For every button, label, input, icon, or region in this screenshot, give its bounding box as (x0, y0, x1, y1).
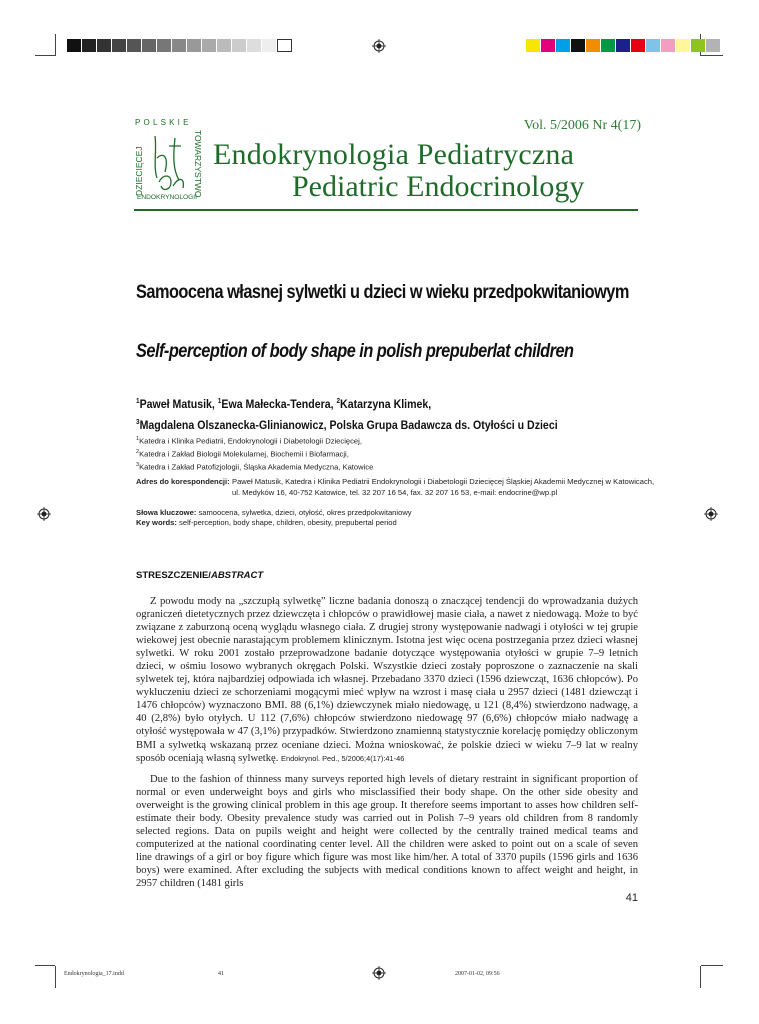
logo-monogram-icon (155, 136, 181, 180)
abstract-heading: STRESZCZENIE/ABSTRACT (136, 570, 264, 581)
authors-line-2: $^3$Magdalena Olszanecka-Glinianowicz, Polska Grupa Badawcza ds. Otyłości u Dzieci (136, 418, 558, 432)
journal-logo (133, 116, 203, 204)
color-swatch (127, 39, 142, 52)
affiliation-line: $^1$Katedra i Klinika Pediatrii, Endokrynologii i Diabetologii Dziecięcej, (136, 436, 362, 446)
color-swatch (157, 39, 172, 52)
keywords-en: Key words: self-perception, body shape, children, obesity, prepubertal period (136, 518, 397, 527)
color-swatch (67, 39, 82, 52)
color-swatch (661, 39, 676, 52)
journal-volume: Vol. 5/2006 Nr 4(17) (523, 118, 641, 133)
logo-text-top: POLSKIE (135, 118, 192, 127)
registration-mark-icon (372, 39, 386, 53)
footer-filename: Endokrynologia_17.indd (64, 971, 124, 977)
crop-mark-top-left-v (55, 34, 56, 56)
color-swatch (706, 39, 721, 52)
affiliation-line: $^2$Katedra i Zakład Biologii Molekularnej, Biochemii i Biofarmacji, (136, 449, 349, 459)
color-swatch (646, 39, 661, 52)
registration-mark-icon (372, 966, 386, 980)
color-swatch (676, 39, 691, 52)
journal-name-en: Pediatric Endocrinology (292, 170, 585, 203)
author-name: Magdalena Olszanecka-Glinianowicz, Polska Grupa Badawcza ds. Otyłości u Dzieci (139, 419, 558, 432)
color-swatch (112, 39, 127, 52)
author-name: Katarzyna Klimek, (340, 398, 432, 411)
crop-mark-bottom-left-v (55, 966, 56, 988)
keywords-pl: Słowa kluczowe: samoocena, sylwetka, dzieci, otyłość, okres przedpokwitaniowy (136, 508, 412, 517)
color-swatch (631, 39, 646, 52)
abstract-pl: Z powodu mody na „szczupłą sylwetkę” liczne badania donoszą o znaczącej tendencji do wprowadzania dużych ograniczeń dietetycznych przez dziewczęta i chłopców o prawidłowej masie ciała, a nawet z niedowagą. Może to być związane z zaburzoną oceną wyglądu własnego ciała. Z drugiej strony występowanie nadwagi i otyłości w tej grupie wiekowej jest obecnie narastającym problemem klinicznym. Istotna jest więc ocena postrzegania przez dzieci własnej sylwetki. W roku 2001 zostało przeprowadzone badanie dotyczące występowania otyłości w grupie 7–9 letnich dzieci, w ośmiu losowo wybranych okręgach Polski. Wszystkie dzieci zostały poproszone o zaznaczenie na skali sylwetek tej, która najbardziej odpowiada ich własnej. Przebadano 3370 dzieci (1596 dziewcząt, 1636 chłopców). Po wykluczeniu dzieci ze schorzeniami mogącymi mieć wpływ na wzrost i masę ciała u 2957 dzieci (1481 dziewcząt i 1476 chłopców) wyznaczono BMI. 88 (6,1%) dziewczynek miało niedowagę, u 121 (8,4%) stwierdzono nadwagę, a 40 (2,8%) było otyłych. U 112 (7,6%) chłopców stwierdzono niedowagę 97 (6,6%) chłopców miało nadwagę a otyłość występowała w 47 (3,1%) przypadków. Stwierdzono znamienną statystycznie korelację pomiędzy obliczonym BMI a sylwetką wskazaną przez oceniane dzieci. Można wnioskować, że polskie dzieci w wieku 7–9 lat w realny sposób oceniają własną sylwetkę. Endokrynol. Ped., 5/2006;4(17):41-46 (136, 596, 638, 764)
color-swatch (97, 39, 112, 52)
color-swatch (172, 39, 187, 52)
citation: Endokrynol. Ped., 5/2006;4(17):41-46 (281, 753, 405, 763)
color-swatch (541, 39, 556, 52)
header-divider (134, 209, 638, 211)
correspondence-address: Paweł Matusik, Katedra i Klinika Pediatrii Endokrynologii i Diabetologii Dziecięcej Śląskiej Akademii Medycznej w Katowicach, ul. Medyków 16, 40-752 Katowice, tel. 32 207 16 54, fax. 32 207 16 53, e-mail: endocrine@wp.pl (232, 477, 655, 497)
article-title-pl: Samoocena własnej sylwetki u dzieci w wieku przedpokwitaniowym (136, 282, 629, 303)
crop-mark-bottom-right-h (701, 965, 723, 966)
crop-mark-bottom-right-v (700, 966, 701, 988)
logo-text-left: DZIECIĘCEJ (134, 146, 144, 196)
logo-text-bottom: ENDOKRYNOLOGII (137, 194, 197, 201)
author-name: Ewa Małecka-Tendera, (221, 398, 337, 411)
crop-mark-top-left-h (35, 55, 55, 56)
abstract-en: Due to the fashion of thinness many surveys reported high levels of dietary restraint in significant proportion of normal or even underweight boys and girls who misclassified their body shape. On the other side obesity and overweight is the growing clinical problem in this age group. It therefore seems important to asses how children self-estimate their body. Obesity prevalence study was carried out in Polish 7–9 years old children from 8 randomly selected regions. Data on pupils weight and height were collected by the centrally trained medical teams and computerized at the national coordinating center level. All the children were asked to point out on a scale of seven line drawings of a girl or boy figure which figure was most like him/her. A total of 3370 pupils (1596 girls and 1636 boys) were examined. After excluding the subjects with medical conditions known to affect weight and height, in 2957 children (1481 girls (136, 774, 638, 890)
correspondence-label: Adres do korespondencji: (136, 477, 230, 486)
color-swatch (82, 39, 97, 52)
color-swatch (142, 39, 157, 52)
color-swatch (556, 39, 571, 52)
process-color-bar (526, 39, 721, 52)
color-swatch (616, 39, 631, 52)
author-name: Paweł Matusik, (139, 398, 218, 411)
crop-mark-bottom-left-h (35, 965, 55, 966)
color-swatch (691, 39, 706, 52)
footer-page: 41 (218, 971, 224, 977)
color-swatch (232, 39, 247, 52)
article-title-en: Self-perception of body shape in polish prepuberlat children (136, 341, 574, 362)
affiliations (136, 434, 373, 473)
affiliation-line: $^3$Katedra i Zakład Patofizjologii, Śląska Akademia Medyczna, Katowice (136, 462, 374, 472)
authors (136, 393, 558, 435)
page-number: 41 (625, 892, 638, 904)
registration-mark-icon (704, 507, 718, 521)
color-swatch (526, 39, 541, 52)
color-swatch (586, 39, 601, 52)
keywords (136, 508, 412, 528)
color-swatch (571, 39, 586, 52)
registration-mark-icon (37, 507, 51, 521)
color-swatch (262, 39, 277, 52)
color-swatch (202, 39, 217, 52)
authors-line-1: $^1$Paweł Matusik, $^1$Ewa Małecka-Tendera, $^2$Katarzyna Klimek, (136, 398, 432, 411)
grayscale-color-bar (67, 39, 292, 52)
logo-text-right: TOWARZYSTWO (193, 130, 203, 198)
color-swatch (277, 39, 292, 52)
color-swatch (601, 39, 616, 52)
color-swatch (187, 39, 202, 52)
footer-timestamp: 2007-01-02, 09:56 (455, 971, 500, 977)
color-swatch (247, 39, 262, 52)
color-swatch (217, 39, 232, 52)
journal-name-pl: Endokrynologia Pediatryczna (213, 138, 575, 171)
crop-mark-top-right-h (701, 55, 723, 56)
